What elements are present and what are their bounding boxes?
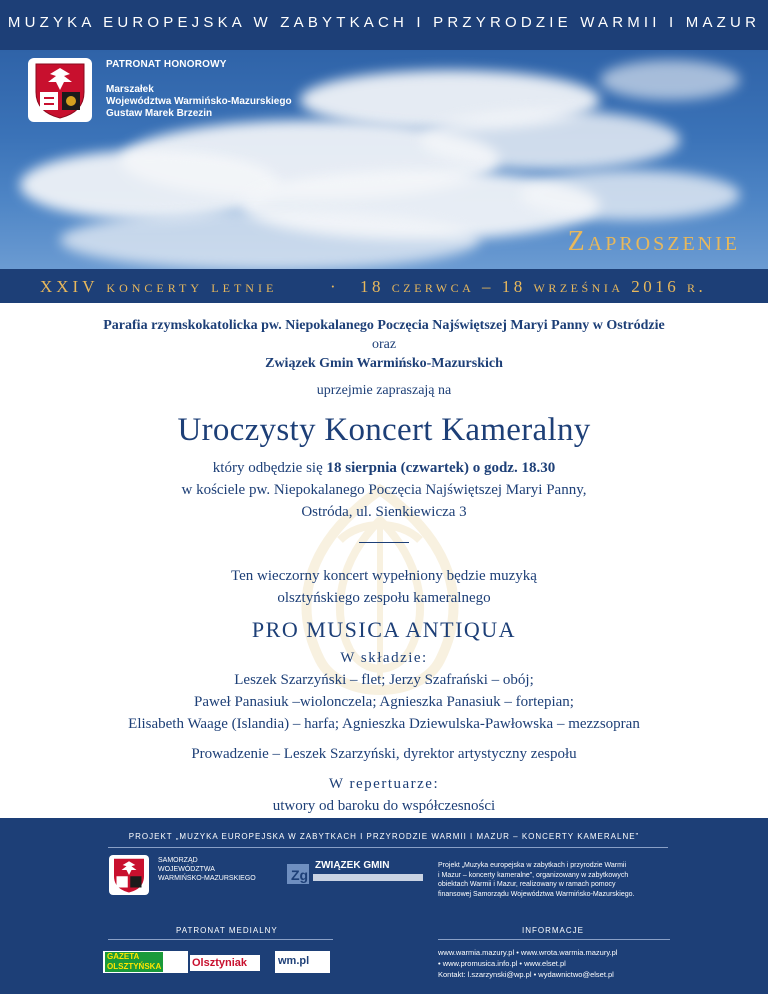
date-prefix: który odbędzie się [212, 460, 327, 476]
patronage-name-line: Gustaw Marek Brzezin [106, 108, 213, 119]
concert-series: XXIV koncerty letnie [40, 277, 278, 296]
project-desc-line: finansowej Samorządu Województwa Warmińsko-Mazurskiego. [438, 890, 635, 898]
project-description [438, 861, 688, 899]
samorzad-line: WOJEWÓDZTWA [158, 866, 215, 873]
repertoire-heading: W repertuarze: [328, 776, 440, 792]
project-desc-line: obiektach Warmii i Mazur, realizowany w ramach pomocy [438, 881, 616, 888]
contact-line[interactable]: Kontakt: l.szarzynski@wp.pl • wydawnictwo@elset.pl [438, 970, 614, 979]
conjunction: oraz [371, 337, 397, 352]
honorary-patronage [106, 59, 292, 120]
host-parish: Parafia rzymskokatolicka pw. Niepokalanego Poczęcia Najświętszej Maryi Panny w Ostródzie [103, 318, 665, 333]
venue-line: w kościele pw. Niepokalanego Poczęcia Najświętszej Maryi Panny, [181, 482, 587, 498]
event-date-line [0, 457, 768, 479]
lineup-line: Paweł Panasiuk –wiolonczela; Agnieszka Panasiuk – fortepian; [194, 694, 574, 710]
invite-phrase: uprzejmie zapraszają na [316, 383, 452, 398]
host-union: Związek Gmin Warmińsko-Mazurskich [265, 356, 503, 371]
zwiazek-gmin-logo [285, 858, 425, 888]
invitation-word: Zaproszenie [567, 226, 740, 257]
concert-dates: 18 czerwca – 18 września 2016 r. [360, 277, 707, 296]
voivodeship-crest [28, 58, 92, 122]
ensemble-name: PRO MUSICA ANTIQUA [251, 617, 517, 642]
media-patronage-label: PATRONAT MEDIALNY [176, 926, 278, 935]
samorzad-label [158, 856, 256, 883]
olsztyniak-logo[interactable] [190, 955, 260, 971]
patronage-name-line: Województwa Warmińsko-Mazurskiego [106, 96, 292, 107]
repertoire-line: utwory od baroku do współczesności [272, 798, 496, 814]
date-time: 18 sierpnia (czwartek) o godz. 18.30 [326, 460, 556, 476]
concert-title: Uroczysty Koncert Kameralny [177, 412, 591, 448]
invitation-body [0, 316, 768, 817]
link-line[interactable]: • www.promusica.info.pl • www.elset.pl [438, 959, 566, 968]
address-line: Ostróda, ul. Sienkiewicza 3 [301, 504, 467, 520]
wm-text: wm.pl [278, 955, 310, 967]
description-line: olsztyńskiego zespołu kameralnego [277, 590, 491, 606]
wm-logo[interactable] [275, 951, 330, 973]
top-title: MUZYKA EUROPEJSKA W ZABYTKACH I PRZYRODZIE WARMII I MAZUR [7, 14, 761, 31]
divider [359, 542, 409, 543]
footer-divider [108, 847, 668, 848]
lineup-line: Elisabeth Waage (Islandia) – harfa; Agnieszka Dziewulska-Pawłowska – mezzsopran [128, 716, 640, 732]
project-desc-line: Projekt „Muzyka europejska w zabytkach i przyrodzie Warmii [438, 862, 627, 869]
samorzad-line: WARMIŃSKO-MAZURSKIEGO [158, 875, 256, 882]
info-label: INFORMACJE [522, 926, 584, 935]
project-desc-line: i Mazur – koncerty kameralne”, organizowany w zabytkowych [438, 871, 629, 879]
patronage-name-line: Marszałek [106, 84, 154, 95]
olsztyniak-text: Olsztyniak [192, 957, 248, 969]
lineup-line: Leszek Szarzyński – flet; Jerzy Szafrański – obój; [234, 672, 534, 688]
gazeta-text: GAZETA OLSZTYŃSKA [107, 952, 162, 971]
zg-name: ZWIĄZEK GMIN [315, 860, 390, 871]
info-links [438, 947, 617, 980]
description-line: Ten wieczorny koncert wypełniony będzie muzyką [231, 568, 537, 584]
info-divider [438, 939, 670, 940]
lineup-heading: W składzie: [340, 650, 428, 666]
samorzad-line: SAMORZĄD [158, 857, 198, 864]
samorzad-crest [109, 855, 149, 895]
svg-text:Zg: Zg [291, 867, 309, 883]
host-line: Prowadzenie – Leszek Szarzyński, dyrektor artystyczny zespołu [191, 746, 577, 762]
top-title-band [0, 0, 768, 50]
band-separator: · [330, 277, 336, 296]
link-line[interactable]: www.warmia.mazury.pl • www.wrota.warmia.mazury.pl [438, 948, 618, 957]
patronage-heading: PATRONAT HONOROWY [106, 59, 227, 70]
project-title: PROJEKT „MUZYKA EUROPEJSKA W ZABYTKACH I PRZYRODZIE WARMII I MAZUR – KONCERTY KAMERALNE” [128, 832, 640, 841]
gazeta-olsztynska-logo[interactable] [103, 951, 188, 973]
concert-band [0, 269, 768, 303]
media-divider [108, 939, 333, 940]
